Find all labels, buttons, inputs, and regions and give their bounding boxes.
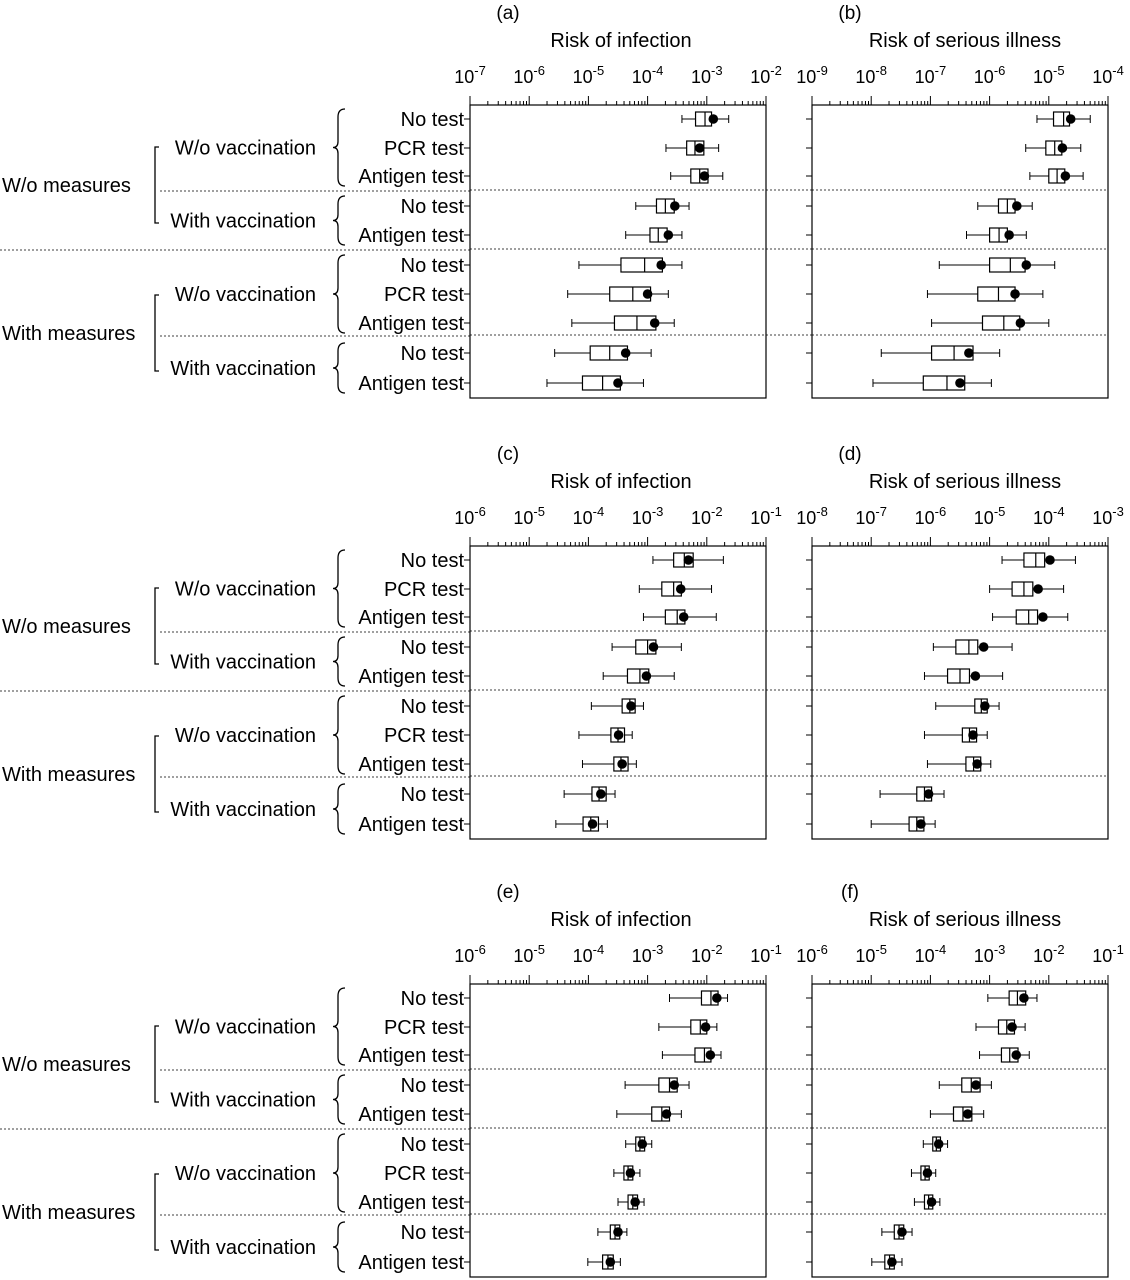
mean-point — [923, 1168, 933, 1178]
box-row — [927, 287, 1042, 301]
measure-bracket — [155, 147, 159, 223]
row-label: PCR test — [383, 725, 464, 747]
tick-label: $10^{-6}$ — [454, 504, 486, 528]
panel-title: Risk of serious illness — [868, 471, 1062, 493]
mean-point — [701, 1022, 711, 1032]
row-label: Antigen test — [358, 814, 464, 836]
group-brace — [333, 1075, 345, 1124]
row-label: No test — [400, 550, 464, 572]
mean-point — [1022, 260, 1032, 270]
mean-point — [964, 348, 974, 358]
mean-point — [1038, 612, 1048, 622]
tick-label: $10^{-1}$ — [1092, 942, 1124, 966]
tick-label: $10^{-4}$ — [1033, 504, 1065, 528]
box-row — [670, 991, 728, 1005]
box-row — [603, 669, 674, 683]
box-row — [872, 1255, 902, 1269]
row-label: PCR test — [383, 138, 464, 160]
row-label-group — [0, 109, 470, 395]
box-row — [618, 1195, 644, 1209]
panel-c — [454, 444, 782, 839]
box-row — [636, 199, 689, 213]
box-row — [976, 1020, 1025, 1034]
row-label-group — [0, 550, 470, 836]
panel-title: Risk of serious illness — [868, 909, 1062, 931]
box-row — [881, 346, 999, 360]
iqr-box — [990, 258, 1026, 272]
box-row — [662, 1048, 721, 1062]
mean-point — [1066, 114, 1076, 124]
measure-bracket — [155, 588, 159, 664]
box-row — [978, 199, 1032, 213]
panel-title: Risk of serious illness — [868, 30, 1062, 52]
row-label: PCR test — [383, 579, 464, 601]
box-row — [682, 112, 729, 126]
iqr-box — [948, 669, 970, 683]
measure-bracket — [155, 295, 159, 371]
tick-label: $10^{-2}$ — [691, 504, 723, 528]
mean-point — [1004, 230, 1014, 240]
mean-point — [613, 378, 623, 388]
tick-label: $10^{-5}$ — [1033, 63, 1065, 87]
mean-point — [613, 1227, 623, 1237]
box-row — [993, 610, 1068, 624]
vaccination-label: With vaccination — [170, 1089, 316, 1112]
tick-label: $10^{-5}$ — [513, 942, 545, 966]
mean-point — [670, 201, 680, 211]
row-label: Antigen test — [358, 225, 464, 247]
vaccination-label: W/o vaccination — [174, 284, 316, 306]
tick-label: $10^{-1}$ — [750, 942, 782, 966]
group-brace — [333, 696, 345, 774]
box-row — [1026, 141, 1081, 155]
mean-point — [709, 114, 719, 124]
vaccination-label: With vaccination — [170, 1237, 316, 1259]
mean-point — [676, 584, 686, 594]
tick-label: $10^{-5}$ — [513, 504, 545, 528]
tick-label: $10^{-5}$ — [855, 942, 887, 966]
measure-label: With measures — [2, 323, 136, 345]
row-label: No test — [400, 988, 464, 1010]
row-label: No test — [400, 784, 464, 806]
iqr-box — [978, 287, 1015, 301]
box-row — [626, 1137, 652, 1151]
tick-label: $10^{-3}$ — [631, 942, 664, 966]
tick-label: $10^{-5}$ — [572, 63, 605, 87]
row-label: No test — [400, 637, 464, 659]
panel-e — [454, 882, 782, 1277]
tick-label: $10^{-4}$ — [572, 504, 605, 528]
row-label: Antigen test — [358, 666, 464, 688]
vaccination-label: With vaccination — [170, 210, 316, 233]
box-row — [880, 787, 944, 801]
mean-point — [669, 1080, 679, 1090]
row-label: Antigen test — [358, 754, 464, 776]
mean-point — [662, 1109, 672, 1119]
box-row — [882, 1225, 912, 1239]
row-label: Antigen test — [358, 373, 464, 395]
mean-point — [596, 789, 606, 799]
mean-point — [712, 993, 722, 1003]
panel-letter: (b) — [838, 3, 862, 24]
measure-label: With measures — [2, 1202, 136, 1224]
mean-point — [649, 642, 659, 652]
group-brace — [333, 637, 345, 686]
box-row — [936, 699, 999, 713]
panel-b — [796, 3, 1124, 398]
box-row — [933, 640, 1012, 654]
box-row — [911, 1166, 935, 1180]
mean-point — [643, 289, 653, 299]
mean-point — [630, 1197, 640, 1207]
box-row — [923, 1137, 947, 1151]
box-row — [564, 787, 615, 801]
box-row — [572, 316, 674, 330]
row-label: Antigen test — [358, 1104, 464, 1126]
box-row — [914, 1195, 939, 1209]
row-label: No test — [400, 196, 464, 218]
box-row — [625, 1078, 689, 1092]
tick-label: $10^{-3}$ — [1092, 504, 1124, 528]
box-row — [924, 728, 987, 742]
tick-label: $10^{-5}$ — [973, 504, 1006, 528]
measure-bracket — [155, 1174, 159, 1250]
row-label: Antigen test — [358, 166, 464, 188]
row-label: No test — [400, 1222, 464, 1244]
iqr-box — [956, 640, 978, 654]
panel-letter: (d) — [838, 444, 862, 465]
box-row — [871, 817, 935, 831]
tick-label: $10^{-6}$ — [914, 504, 947, 528]
iqr-box — [982, 316, 1019, 330]
mean-point — [642, 671, 652, 681]
mean-point — [971, 671, 981, 681]
panel-letter: (a) — [496, 3, 520, 24]
tick-label: $10^{-7}$ — [855, 504, 887, 528]
mean-point — [887, 1257, 897, 1267]
panel-d — [796, 444, 1124, 839]
group-brace — [333, 1222, 345, 1272]
vaccination-label: W/o vaccination — [174, 725, 316, 747]
box-row — [1002, 553, 1075, 567]
tick-label: $10^{-4}$ — [572, 942, 605, 966]
row-label: No test — [400, 1134, 464, 1156]
mean-point — [972, 759, 982, 769]
iqr-box — [1012, 582, 1033, 596]
measure-bracket — [155, 1026, 159, 1102]
box-row — [924, 669, 1002, 683]
mean-point — [626, 701, 636, 711]
measure-label: W/o measures — [2, 1054, 131, 1076]
box-row — [612, 640, 681, 654]
tick-label: $10^{-6}$ — [796, 942, 828, 966]
mean-point — [1019, 993, 1029, 1003]
box-row — [980, 1048, 1030, 1062]
mean-point — [684, 555, 694, 565]
mean-point — [621, 348, 631, 358]
group-brace — [333, 784, 345, 834]
measure-label: With measures — [2, 764, 136, 786]
mean-point — [650, 318, 660, 328]
box-row — [967, 228, 1027, 242]
mean-point — [971, 1080, 981, 1090]
mean-point — [1011, 1050, 1021, 1060]
mean-point — [979, 642, 989, 652]
mean-point — [1012, 201, 1022, 211]
tick-label: $10^{-3}$ — [973, 942, 1006, 966]
panel-letter: (e) — [496, 882, 520, 903]
box-row — [927, 757, 990, 771]
tick-label: $10^{-1}$ — [750, 504, 782, 528]
vaccination-label: W/o vaccination — [174, 137, 316, 160]
box-row — [579, 728, 632, 742]
row-label: No test — [400, 1075, 464, 1097]
mean-point — [656, 260, 666, 270]
measure-label: W/o measures — [2, 175, 131, 197]
mean-point — [706, 1050, 716, 1060]
box-row — [930, 1107, 983, 1121]
box-row — [568, 287, 669, 301]
mean-point — [1058, 143, 1068, 153]
tick-label: $10^{-2}$ — [1033, 942, 1065, 966]
iqr-box — [1016, 610, 1037, 624]
vaccination-label: W/o vaccination — [174, 578, 316, 601]
row-label: PCR test — [383, 1163, 464, 1185]
plot-frame — [812, 984, 1108, 1277]
group-brace — [333, 1134, 345, 1212]
iqr-box — [1024, 553, 1045, 567]
vaccination-label: With vaccination — [170, 799, 316, 821]
box-row — [547, 376, 643, 390]
panel-title: Risk of infection — [550, 30, 692, 52]
panel-letter: (f) — [841, 882, 859, 903]
tick-label: $10^{-7}$ — [454, 63, 486, 87]
tick-label: $10^{-9}$ — [796, 63, 828, 87]
group-brace — [333, 343, 345, 393]
tick-label: $10^{-8}$ — [796, 504, 828, 528]
box-row — [598, 1225, 627, 1239]
mean-point — [626, 1168, 636, 1178]
vaccination-label: W/o vaccination — [174, 1016, 316, 1039]
mean-point — [679, 612, 689, 622]
box-row — [617, 1107, 682, 1121]
box-row — [873, 376, 991, 390]
plot-frame — [470, 546, 766, 839]
tick-label: $10^{-2}$ — [750, 63, 782, 87]
mean-point — [664, 230, 674, 240]
mean-point — [963, 1109, 973, 1119]
row-label: Antigen test — [358, 607, 464, 629]
box-row — [653, 553, 723, 567]
box-row — [555, 346, 651, 360]
mean-point — [606, 1257, 616, 1267]
mean-point — [700, 171, 710, 181]
box-row — [556, 817, 608, 831]
mean-point — [968, 730, 978, 740]
box-row — [1030, 169, 1083, 183]
mean-point — [1007, 1022, 1017, 1032]
mean-point — [617, 759, 627, 769]
box-row — [591, 699, 643, 713]
row-label: No test — [400, 343, 464, 365]
box-row — [582, 757, 636, 771]
mean-point — [980, 701, 990, 711]
mean-point — [1010, 289, 1020, 299]
box-row — [579, 258, 682, 272]
mean-point — [588, 819, 598, 829]
panel-letter: (c) — [496, 444, 520, 465]
box-row — [932, 316, 1049, 330]
tick-label: $10^{-4}$ — [914, 942, 947, 966]
tick-label: $10^{-8}$ — [855, 63, 887, 87]
box-row — [990, 582, 1064, 596]
group-brace — [333, 550, 345, 627]
mean-point — [1033, 584, 1043, 594]
tick-label: $10^{-4}$ — [631, 63, 664, 87]
iqr-box — [614, 316, 655, 330]
group-brace — [333, 109, 345, 186]
vaccination-label: With vaccination — [170, 651, 316, 674]
row-label: Antigen test — [358, 313, 464, 335]
mean-point — [916, 819, 926, 829]
box-row — [643, 610, 716, 624]
box-row — [988, 991, 1037, 1005]
group-brace — [333, 988, 345, 1065]
iqr-box — [621, 258, 662, 272]
tick-label: $10^{-3}$ — [691, 63, 723, 87]
panel-title: Risk of infection — [550, 471, 692, 493]
mean-point — [897, 1227, 907, 1237]
box-row — [671, 169, 723, 183]
group-brace — [333, 255, 345, 333]
box-row — [588, 1255, 621, 1269]
row-label: No test — [400, 109, 464, 131]
panel-a — [454, 3, 782, 398]
mean-point — [1061, 171, 1071, 181]
mean-point — [924, 789, 934, 799]
row-label: Antigen test — [358, 1045, 464, 1067]
tick-label: $10^{-4}$ — [1092, 63, 1124, 87]
mean-point — [1016, 318, 1026, 328]
box-row — [1037, 112, 1090, 126]
tick-label: $10^{-6}$ — [973, 63, 1006, 87]
mean-point — [637, 1139, 647, 1149]
mean-point — [955, 378, 965, 388]
measure-bracket — [155, 736, 159, 812]
box-row — [659, 1020, 717, 1034]
tick-label: $10^{-6}$ — [513, 63, 545, 87]
box-row — [939, 258, 1054, 272]
box-row — [639, 582, 711, 596]
row-label: PCR test — [383, 284, 464, 306]
tick-label: $10^{-3}$ — [631, 504, 664, 528]
group-brace — [333, 196, 345, 245]
vaccination-label: W/o vaccination — [174, 1163, 316, 1185]
panel-title: Risk of infection — [550, 909, 692, 931]
tick-label: $10^{-6}$ — [454, 942, 486, 966]
row-label: Antigen test — [358, 1252, 464, 1274]
row-label: PCR test — [383, 1017, 464, 1039]
mean-point — [934, 1139, 944, 1149]
vaccination-label: With vaccination — [170, 358, 316, 380]
measure-label: W/o measures — [2, 616, 131, 638]
row-label-group — [0, 988, 470, 1274]
box-row — [666, 141, 719, 155]
tick-label: $10^{-7}$ — [914, 63, 947, 87]
box-row — [626, 228, 682, 242]
mean-point — [1045, 555, 1055, 565]
row-label: Antigen test — [358, 1192, 464, 1214]
mean-point — [614, 730, 624, 740]
tick-label: $10^{-2}$ — [691, 942, 723, 966]
mean-point — [695, 143, 705, 153]
row-label: No test — [400, 696, 464, 718]
row-label: No test — [400, 255, 464, 277]
mean-point — [927, 1197, 937, 1207]
panel-f — [796, 882, 1124, 1277]
box-row — [939, 1078, 991, 1092]
box-row — [614, 1166, 640, 1180]
